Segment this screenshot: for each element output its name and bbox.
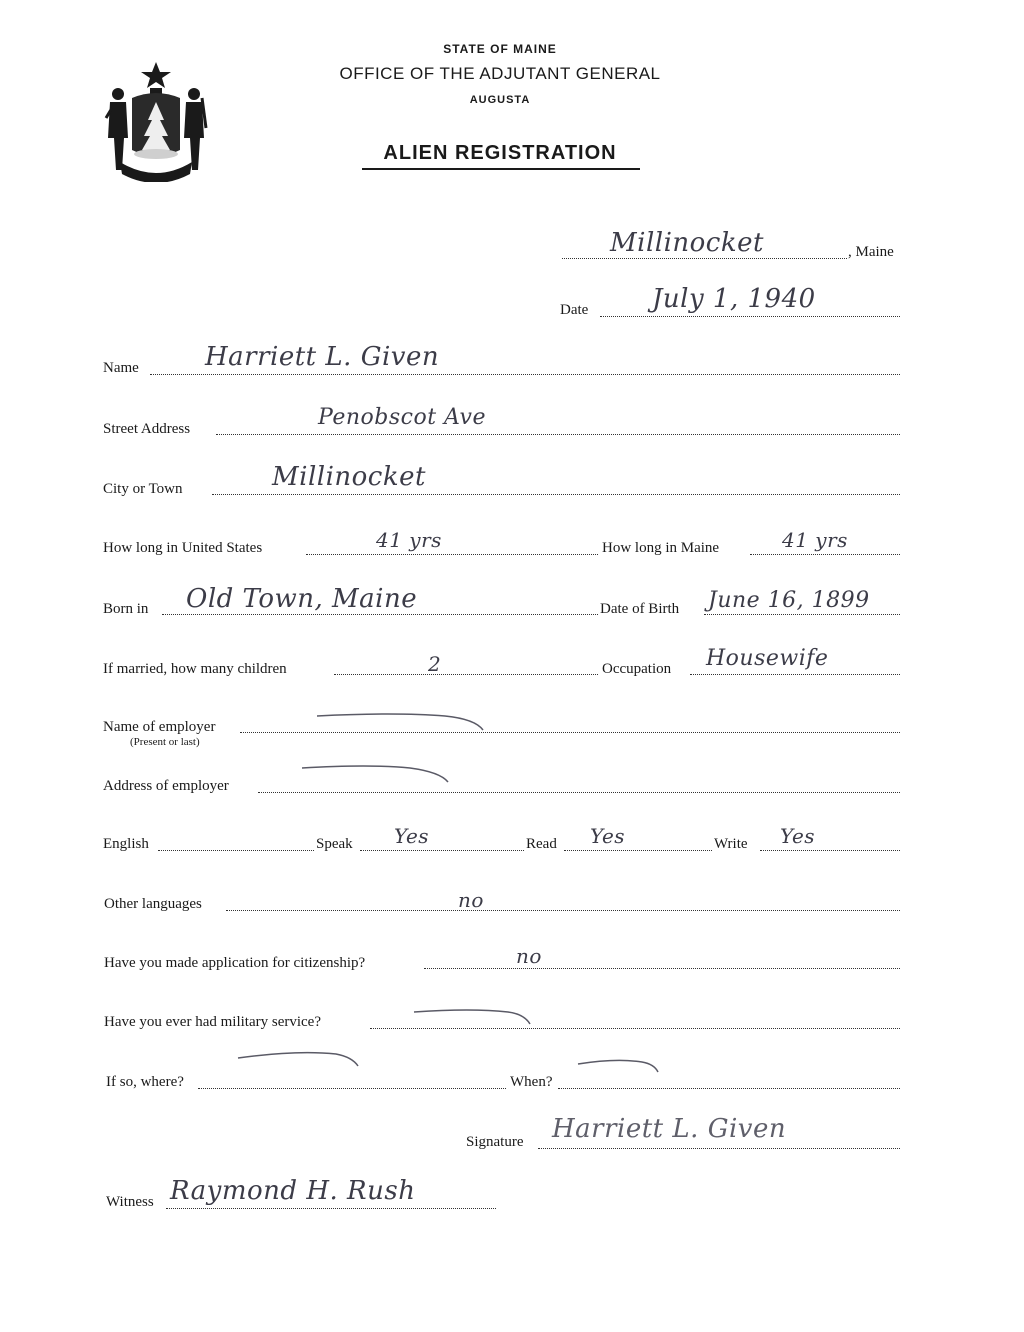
children-dots bbox=[334, 674, 598, 675]
witness-dots bbox=[166, 1208, 496, 1209]
military-dash-mark bbox=[412, 1004, 532, 1028]
maine-duration-value: 41 yrs bbox=[782, 528, 848, 552]
employer-address-dash-mark bbox=[300, 762, 450, 786]
witness-value: Raymond H. Rush bbox=[170, 1176, 416, 1206]
read-label: Read bbox=[526, 836, 557, 852]
maine-duration-label: How long in Maine bbox=[602, 540, 720, 556]
city-label: City or Town bbox=[103, 481, 183, 497]
us-duration-label: How long in United States bbox=[103, 540, 263, 556]
employer-name-label: Name of employer bbox=[103, 719, 216, 735]
military-dots bbox=[370, 1028, 900, 1029]
city-dots bbox=[212, 494, 900, 495]
city-value: Millinocket bbox=[272, 462, 426, 492]
employer-name-dash-mark bbox=[315, 710, 485, 734]
children-value: 2 bbox=[428, 652, 442, 676]
citizenship-value: no bbox=[516, 944, 542, 968]
street-label: Street Address bbox=[103, 421, 191, 437]
write-dots bbox=[760, 850, 900, 851]
street-dots bbox=[216, 434, 900, 435]
occupation-value: Housewife bbox=[706, 646, 829, 671]
write-value: Yes bbox=[780, 824, 816, 848]
born-in-dots bbox=[162, 614, 598, 615]
occupation-dots bbox=[690, 674, 900, 675]
english-dots bbox=[158, 850, 314, 851]
where-dots bbox=[198, 1088, 506, 1089]
date-dots bbox=[600, 316, 900, 317]
maine-state-seal-icon bbox=[102, 58, 210, 182]
street-value: Penobscot Ave bbox=[318, 405, 486, 430]
employer-name-sublabel: (Present or last) bbox=[130, 736, 200, 748]
read-dots bbox=[564, 850, 712, 851]
us-duration-value: 41 yrs bbox=[376, 528, 442, 552]
signature-label: Signature bbox=[466, 1134, 524, 1150]
title-underline bbox=[362, 168, 640, 170]
dob-label: Date of Birth bbox=[600, 601, 680, 617]
date-value: July 1, 1940 bbox=[652, 284, 816, 314]
signature-dots bbox=[538, 1148, 900, 1149]
witness-label: Witness bbox=[106, 1194, 154, 1210]
citizenship-label: Have you made application for citizenship? bbox=[104, 955, 366, 971]
born-in-label: Born in bbox=[103, 601, 149, 617]
employer-address-dots bbox=[258, 792, 900, 793]
other-languages-label: Other languages bbox=[104, 896, 202, 912]
maine-duration-dots bbox=[750, 554, 900, 555]
form-title: ALIEN REGISTRATION bbox=[383, 142, 617, 164]
where-dash-mark bbox=[236, 1048, 360, 1072]
dob-dots bbox=[704, 614, 900, 615]
speak-label: Speak bbox=[316, 836, 353, 852]
name-value: Harriett L. Given bbox=[205, 342, 440, 372]
date-label: Date bbox=[560, 302, 589, 318]
speak-value: Yes bbox=[394, 824, 430, 848]
other-languages-value: no bbox=[458, 888, 484, 912]
when-label: When? bbox=[510, 1074, 553, 1090]
other-languages-dots bbox=[226, 910, 900, 911]
military-label: Have you ever had military service? bbox=[104, 1014, 321, 1030]
state-heading: STATE OF MAINE bbox=[443, 42, 557, 56]
employer-address-label: Address of employer bbox=[103, 778, 229, 794]
us-duration-dots bbox=[306, 554, 598, 555]
write-label: Write bbox=[714, 836, 748, 852]
english-label: English bbox=[103, 836, 149, 852]
speak-dots bbox=[360, 850, 524, 851]
signature-value: Harriett L. Given bbox=[552, 1114, 787, 1144]
children-label: If married, how many children bbox=[103, 661, 287, 677]
born-in-value: Old Town, Maine bbox=[186, 584, 418, 614]
place-dots bbox=[562, 258, 847, 259]
dob-value: June 16, 1899 bbox=[708, 588, 870, 613]
place-value: Millinocket bbox=[610, 228, 764, 258]
read-value: Yes bbox=[590, 824, 626, 848]
citizenship-dots bbox=[424, 968, 900, 969]
occupation-label: Occupation bbox=[602, 661, 672, 677]
office-heading: OFFICE OF THE ADJUTANT GENERAL bbox=[339, 64, 661, 83]
name-dots bbox=[150, 374, 900, 375]
name-label: Name bbox=[103, 360, 139, 376]
when-dash-mark bbox=[576, 1054, 660, 1078]
city-heading: AUGUSTA bbox=[469, 94, 531, 106]
where-label: If so, where? bbox=[106, 1074, 184, 1090]
when-dots bbox=[558, 1088, 900, 1089]
place-suffix: , Maine bbox=[848, 244, 894, 260]
